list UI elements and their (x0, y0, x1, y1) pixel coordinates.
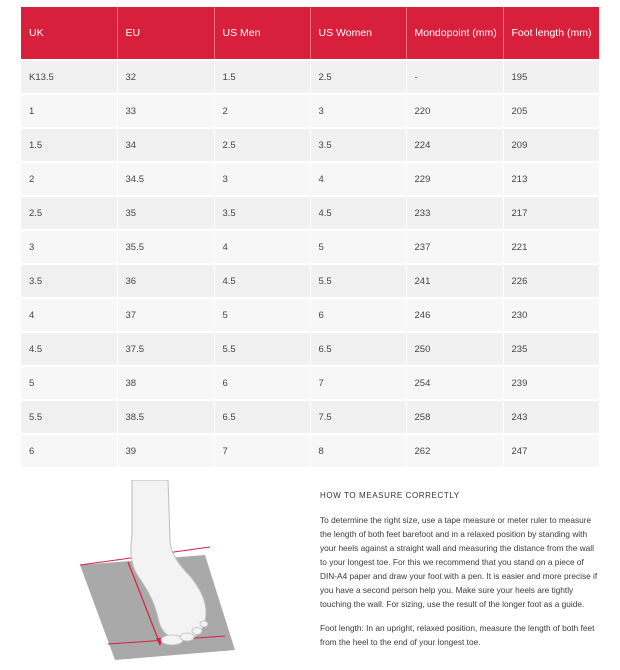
cell-foot-length: 247 (503, 434, 599, 467)
cell-us-women: 5 (310, 230, 406, 264)
cell-us-women: 8 (310, 434, 406, 467)
header-eu: EU (117, 7, 214, 60)
cell-us-men: 3 (214, 162, 310, 196)
cell-mondopoint: 254 (406, 366, 503, 400)
foot-illustration (20, 480, 280, 670)
cell-us-women: 4 (310, 162, 406, 196)
measure-instructions (320, 491, 600, 659)
cell-eu: 32 (117, 60, 214, 94)
cell-foot-length: 230 (503, 298, 599, 332)
cell-eu: 34 (117, 128, 214, 162)
cell-eu: 34.5 (117, 162, 214, 196)
cell-uk: 4.5 (21, 332, 117, 366)
cell-eu: 37 (117, 298, 214, 332)
cell-us-women: 6.5 (310, 332, 406, 366)
cell-uk: 2.5 (21, 196, 117, 230)
cell-foot-length: 195 (503, 60, 599, 94)
cell-mondopoint: 262 (406, 434, 503, 467)
cell-eu: 37.5 (117, 332, 214, 366)
cell-uk: 3.5 (21, 264, 117, 298)
table-row (21, 196, 599, 230)
cell-eu: 39 (117, 434, 214, 467)
table-row (21, 128, 599, 162)
cell-mondopoint: 241 (406, 264, 503, 298)
table-row (21, 298, 599, 332)
table-row (21, 366, 599, 400)
cell-mondopoint: 237 (406, 230, 503, 264)
cell-mondopoint: 224 (406, 128, 503, 162)
cell-uk: 4 (21, 298, 117, 332)
cell-foot-length: 213 (503, 162, 599, 196)
cell-mondopoint: 258 (406, 400, 503, 434)
cell-us-men: 5 (214, 298, 310, 332)
cell-us-men: 4.5 (214, 264, 310, 298)
cell-us-men: 5.5 (214, 332, 310, 366)
table-body (21, 60, 599, 467)
cell-eu: 33 (117, 94, 214, 128)
cell-eu: 38.5 (117, 400, 214, 434)
cell-us-men: 6 (214, 366, 310, 400)
cell-uk: 5.5 (21, 400, 117, 434)
size-chart-table (21, 7, 599, 467)
cell-foot-length: 243 (503, 400, 599, 434)
cell-foot-length: 239 (503, 366, 599, 400)
table-row (21, 400, 599, 434)
cell-uk: 5 (21, 366, 117, 400)
table-row (21, 94, 599, 128)
cell-us-men: 3.5 (214, 196, 310, 230)
cell-mondopoint: 233 (406, 196, 503, 230)
cell-eu: 38 (117, 366, 214, 400)
table-row (21, 230, 599, 264)
cell-us-men: 2 (214, 94, 310, 128)
cell-us-men: 6.5 (214, 400, 310, 434)
table-row (21, 60, 599, 94)
measure-title: HOW TO MEASURE CORRECTLY (320, 491, 460, 500)
header-uk: UK (21, 7, 117, 60)
cell-uk: K13.5 (21, 60, 117, 94)
cell-us-men: 1.5 (214, 60, 310, 94)
table-header-row (21, 7, 599, 60)
cell-uk: 1.5 (21, 128, 117, 162)
table-row (21, 264, 599, 298)
cell-us-men: 7 (214, 434, 310, 467)
cell-us-women: 5.5 (310, 264, 406, 298)
cell-foot-length: 205 (503, 94, 599, 128)
header-foot-length: Foot length (mm) (503, 7, 599, 60)
cell-us-women: 4.5 (310, 196, 406, 230)
header-us-women: US Women (310, 7, 406, 60)
table-row (21, 332, 599, 366)
cell-mondopoint: 250 (406, 332, 503, 366)
measure-paragraph-2: Foot length: In an upright, relaxed position, measure the length of both feet from the heel to the end of your longest toe. (320, 623, 595, 647)
cell-eu: 36 (117, 264, 214, 298)
table-row (21, 162, 599, 196)
cell-foot-length: 209 (503, 128, 599, 162)
cell-uk: 2 (21, 162, 117, 196)
cell-us-women: 2.5 (310, 60, 406, 94)
cell-us-women: 3 (310, 94, 406, 128)
cell-uk: 6 (21, 434, 117, 467)
cell-mondopoint: 220 (406, 94, 503, 128)
cell-foot-length: 235 (503, 332, 599, 366)
cell-us-men: 4 (214, 230, 310, 264)
cell-us-men: 2.5 (214, 128, 310, 162)
cell-foot-length: 217 (503, 196, 599, 230)
cell-eu: 35.5 (117, 230, 214, 264)
cell-mondopoint: 246 (406, 298, 503, 332)
cell-foot-length: 226 (503, 264, 599, 298)
cell-us-women: 3.5 (310, 128, 406, 162)
cell-uk: 3 (21, 230, 117, 264)
cell-us-women: 6 (310, 298, 406, 332)
cell-eu: 35 (117, 196, 214, 230)
header-us-men: US Men (214, 7, 310, 60)
cell-mondopoint: - (406, 60, 503, 94)
cell-us-women: 7 (310, 366, 406, 400)
cell-foot-length: 221 (503, 230, 599, 264)
measure-paragraph-1: To determine the right size, use a tape measure or meter ruler to measure the length of both feet barefoot and in a relaxed position by standing with your heels against a straight wall and measuring the distance from the wall to your longest toe. For this we recommend that you stand on a piece of DIN-A4 paper and draw your foot with a pen. It is easier and more precise if you have a second person help you. Make sure your heels are tightly touching the wall. For sizing, use the result of the longer foot as a guide. (320, 515, 598, 609)
cell-us-women: 7.5 (310, 400, 406, 434)
table-row (21, 434, 599, 467)
header-mondopoint: Mondopoint (mm) (406, 7, 503, 60)
cell-mondopoint: 229 (406, 162, 503, 196)
cell-uk: 1 (21, 94, 117, 128)
